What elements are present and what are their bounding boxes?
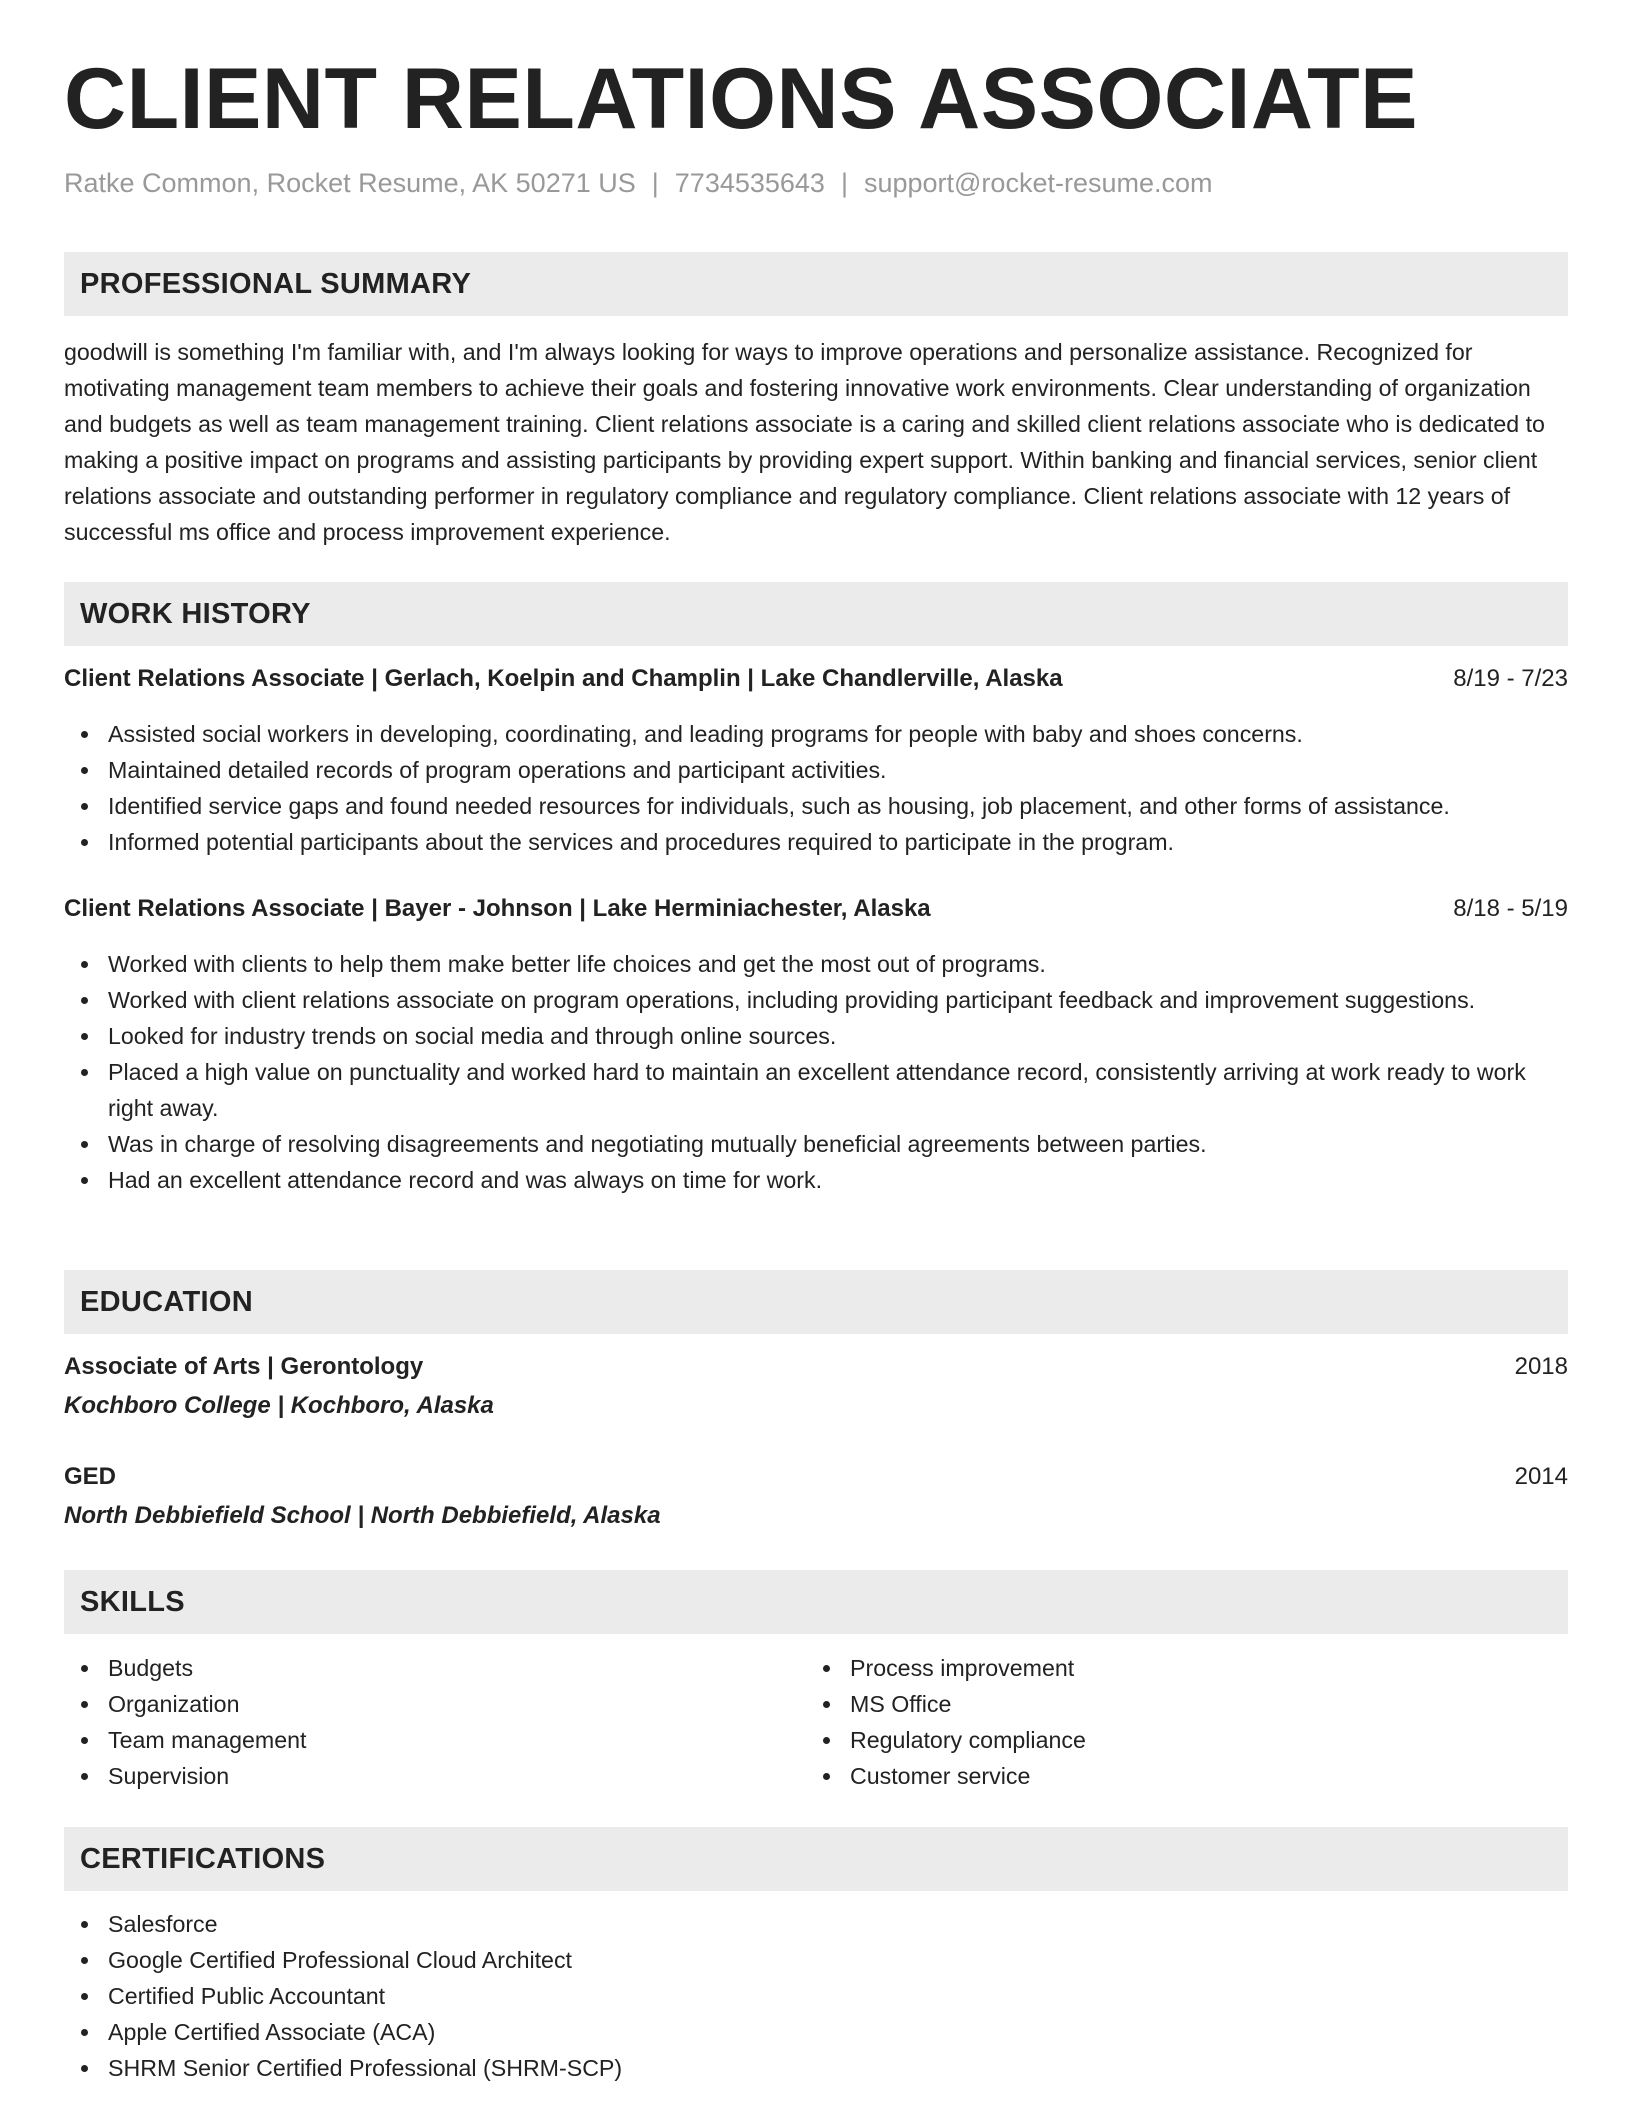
job-bullets [64,946,1568,1198]
education-entry [64,1461,1568,1493]
education-degree: Associate of Arts | Gerontology [64,1353,424,1380]
contact-separator: | [651,168,659,198]
contact-separator: | [840,168,848,198]
job-bullet: Identified service gaps and found needed resources for individuals, such as housing, job placement, and other forms of assistance. [64,788,1568,824]
job-bullet: Worked with client relations associate on program operations, including providing participant feedback and improvement suggestions. [64,982,1568,1018]
skill-item: Regulatory compliance [806,1722,1632,1758]
certification-item: Google Certified Professional Cloud Architect [64,1942,1568,1978]
job-title: Client Relations Associate | Gerlach, Koelpin and Champlin | Lake Chandlerville, Alaska [64,665,1063,692]
skills-section-header [64,1570,1568,1634]
education-heading: EDUCATION [80,1285,253,1318]
job-bullet: Informed potential participants about the services and procedures required to participate in the program. [64,824,1568,860]
work-section-header [64,582,1568,646]
skill-item: Organization [64,1686,1568,1722]
resume-name: CLIENT RELATIONS ASSOCIATE [64,51,1418,147]
skill-item: Team management [64,1722,1568,1758]
certifications-list [64,1906,1568,2086]
certification-item: SHRM Senior Certified Professional (SHRM-SCP) [64,2050,1568,2086]
skill-item: Customer service [806,1758,1632,1794]
skill-item: Supervision [64,1758,1568,1794]
education-school: North Debbiefield School | North Debbiefield, Alaska [64,1502,661,1529]
job-dates: 8/19 - 7/23 [1453,665,1568,692]
job-header [64,893,1568,925]
job-title: Client Relations Associate | Bayer - Johnson | Lake Herminiachester, Alaska [64,895,931,922]
contact-phone[interactable]: 7734535643 [674,168,825,198]
skill-item: Budgets [64,1650,1568,1686]
job-bullet: Maintained detailed records of program operations and participant activities. [64,752,1568,788]
skills-heading: SKILLS [80,1585,185,1618]
skills-list-right [806,1650,1632,1794]
education-degree: GED [64,1463,117,1490]
education-section-header [64,1270,1568,1334]
skill-item: MS Office [806,1686,1632,1722]
job-bullet: Looked for industry trends on social media and through online sources. [64,1018,1568,1054]
job-bullet: Worked with clients to help them make better life choices and get the most out of programs. [64,946,1568,982]
job-bullet: Assisted social workers in developing, coordinating, and leading programs for people with baby and shoes concerns. [64,716,1568,752]
job-header [64,663,1568,695]
job-bullet: Placed a high value on punctuality and worked hard to maintain an excellent attendance record, consistently arriving at work ready to work right away. [64,1054,1568,1126]
job-bullet: Was in charge of resolving disagreements and negotiating mutually beneficial agreements between parties. [64,1126,1568,1162]
work-heading: WORK HISTORY [80,597,311,630]
skill-item: Process improvement [806,1650,1632,1686]
certifications-heading: CERTIFICATIONS [80,1842,326,1875]
contact-address: Ratke Common, Rocket Resume, AK 50271 US [64,168,636,198]
summary-heading: PROFESSIONAL SUMMARY [80,267,472,300]
summary-text: goodwill is something I'm familiar with, and I'm always looking for ways to improve operations and personalize assistance. Recognized for motivating management team members to achieve their goals and fostering innovative work environments. Clear understanding of organization and budgets as well as team management training. Client relations associate is a caring and skilled client relations associate who is dedicated to making a positive impact on programs and assisting participants by providing expert support. Within banking and financial services, senior client relations associate and outstanding performer in regulatory compliance and regulatory compliance. Client relations associate with 12 years of successful ms office and process improvement experience. [64,339,1545,545]
education-school: Kochboro College | Kochboro, Alaska [64,1392,494,1419]
job-dates: 8/18 - 5/19 [1453,895,1568,922]
education-entry [64,1351,1568,1383]
contact-line [64,168,1213,199]
summary-section-header [64,252,1568,316]
education-year: 2014 [1514,1463,1568,1490]
certification-item: Salesforce [64,1906,1568,1942]
contact-email[interactable]: support@rocket-resume.com [863,168,1213,198]
education-year: 2018 [1514,1353,1568,1380]
certifications-section-header [64,1827,1568,1891]
job-bullets [64,716,1568,860]
certification-item: Apple Certified Associate (ACA) [64,2014,1568,2050]
job-bullet: Had an excellent attendance record and was always on time for work. [64,1162,1568,1198]
certification-item: Certified Public Accountant [64,1978,1568,2014]
